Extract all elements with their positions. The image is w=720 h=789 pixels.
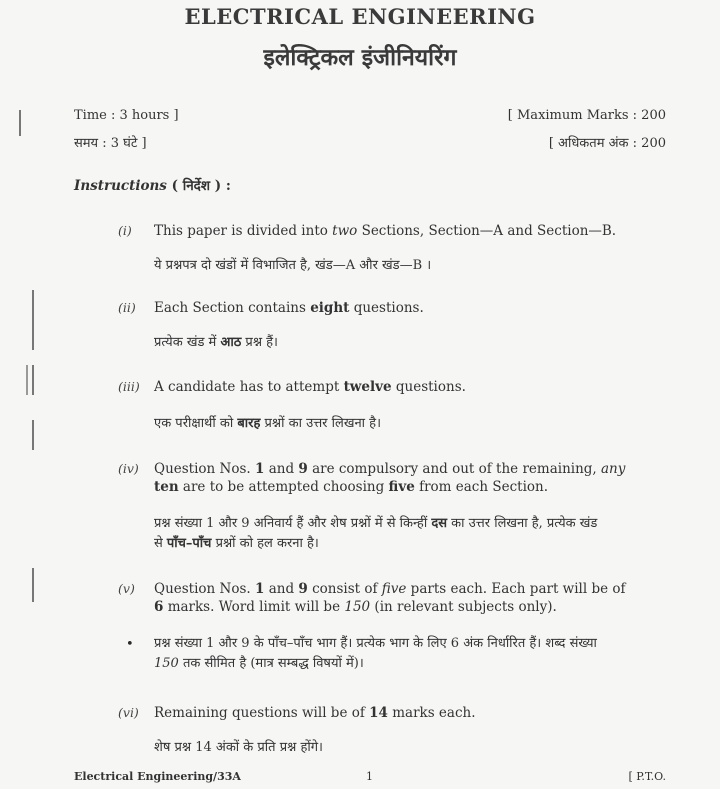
paper-title-hindi: इलेक्ट्रिकल इंजीनियरिंग: [263, 44, 457, 71]
time-label-hindi: समय : 3 घंटे ]: [74, 136, 147, 151]
paper-title: ELECTRICAL ENGINEERING: [184, 4, 536, 29]
item-number: (vi): [118, 705, 139, 720]
item-text-en: Remaining questions will be of 14 marks each.: [154, 705, 476, 721]
margin-mark: [32, 420, 34, 450]
item-number: (iii): [118, 379, 140, 394]
item-text-hi: प्रश्न संख्या 1 और 9 के पाँच–पाँच भाग हैं। प्रत्येक भाग के लिए 6 अंक निर्धारित हैं। शब्द संख्या 150 तक सीमित है (मात्र सम्बद्ध विषयों में)।: [154, 636, 597, 671]
item-text-hi: एक परीक्षार्थी को बारह प्रश्नों का उत्तर लिखना है।: [154, 416, 381, 431]
item-number: (v): [118, 581, 135, 596]
time-label: Time : 3 hours ]: [74, 108, 179, 123]
item-text-hi: ये प्रश्नपत्र दो खंडों में विभाजित है, खंड—A और खंड—B ।: [154, 258, 432, 273]
item-text-en: Each Section contains eight questions.: [154, 300, 424, 316]
instructions-heading-hi: ( निर्देश ) :: [171, 178, 231, 194]
margin-mark: [32, 290, 34, 350]
item-text-en: Question Nos. 1 and 9 are compulsory and out of the remaining, any ten are to be attempted choosing five from each Section.: [154, 461, 626, 495]
max-marks-label-hindi: [ अधिकतम अंक : 200: [548, 136, 666, 151]
item-number: (iv): [118, 461, 139, 476]
item-text-hi: प्रश्न संख्या 1 और 9 अनिवार्य हैं और शेष प्रश्नों में से किन्हीं दस का उत्तर लिखना है, प्रत्येक खंड से पाँच–पाँच प्रश्नों को हल करना है।: [154, 516, 598, 551]
instructions-heading: [74, 176, 231, 194]
pto-label: [ P.T.O.: [628, 770, 666, 783]
bullet-mark: •: [126, 637, 134, 652]
item-text-en: Question Nos. 1 and 9 consist of five parts each. Each part will be of 6 marks. Word limit will be 150 (in relevant subjects only).: [154, 581, 626, 615]
margin-mark: [32, 568, 34, 602]
margin-mark: [19, 110, 21, 136]
margin-mark: [32, 365, 34, 395]
page-number: 1: [366, 770, 373, 783]
item-text-en: This paper is divided into two Sections, Section—A and Section—B.: [154, 223, 617, 239]
instructions-heading-en: Instructions: [74, 178, 167, 194]
item-text-en: A candidate has to attempt twelve questions.: [154, 379, 466, 395]
item-number: (ii): [118, 300, 136, 315]
item-number: (i): [118, 223, 132, 238]
item-text-hi: प्रत्येक खंड में आठ प्रश्न हैं।: [154, 335, 278, 350]
max-marks-label: [ Maximum Marks : 200: [507, 108, 666, 123]
paper-code: Electrical Engineering/33A: [74, 770, 241, 783]
margin-mark: [26, 365, 28, 395]
item-text-hi: शेष प्रश्न 14 अंकों के प्रति प्रश्न होंगे।: [154, 740, 323, 755]
